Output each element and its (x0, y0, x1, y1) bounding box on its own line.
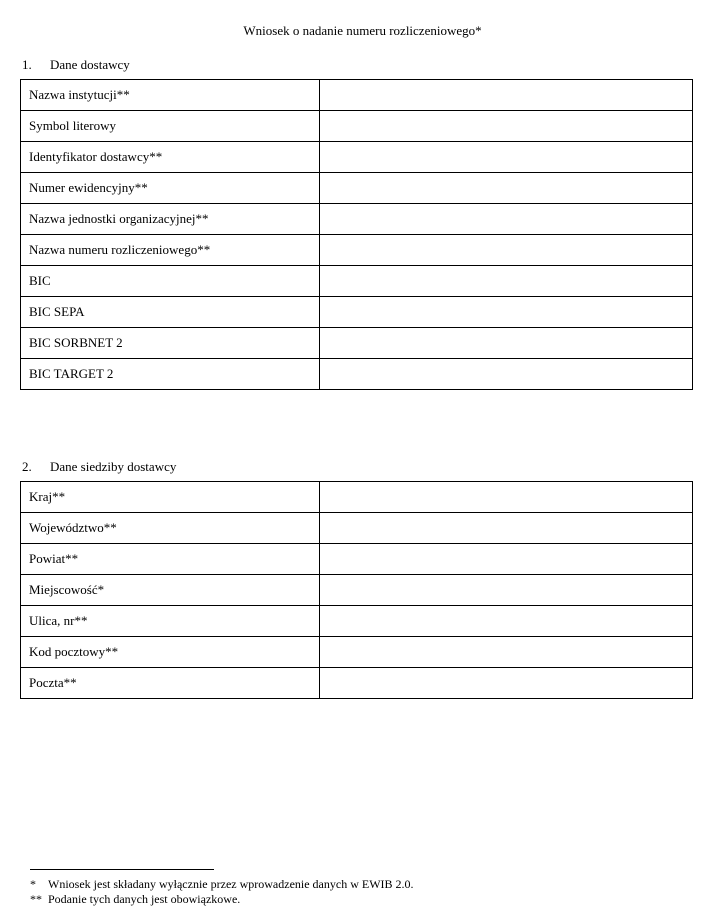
supplier-id-field[interactable] (328, 149, 684, 165)
form-row (21, 482, 693, 513)
voivodeship-field[interactable] (328, 520, 684, 536)
field-value-cell[interactable] (320, 297, 693, 328)
field-value-cell[interactable] (320, 668, 693, 699)
form-row (21, 637, 693, 668)
field-value-cell[interactable] (320, 235, 693, 266)
field-value-cell[interactable] (320, 513, 693, 544)
field-value-cell[interactable] (320, 359, 693, 390)
field-label: Kraj** (21, 482, 320, 513)
form-row (21, 80, 693, 111)
institution-name-field[interactable] (328, 87, 684, 103)
bic-target-field[interactable] (328, 366, 684, 382)
section-title: Dane dostawcy (50, 57, 130, 72)
footnote-divider (30, 869, 214, 870)
field-label: Identyfikator dostawcy** (21, 142, 320, 173)
letter-symbol-field[interactable] (328, 118, 684, 134)
footnote-mark: * (30, 877, 36, 891)
form-row (21, 668, 693, 699)
field-value-cell[interactable] (320, 482, 693, 513)
bic-field[interactable] (328, 273, 684, 289)
field-value-cell[interactable] (320, 606, 693, 637)
city-field[interactable] (328, 582, 684, 598)
field-label: Powiat** (21, 544, 320, 575)
field-label: Nazwa jednostki organizacyjnej** (21, 204, 320, 235)
county-field[interactable] (328, 551, 684, 567)
registry-number-field[interactable] (328, 180, 684, 196)
footnote-text: Wniosek jest składany wyłącznie przez wprowadzenie danych w EWIB 2.0. (48, 877, 414, 891)
footnote (30, 877, 414, 892)
field-label: BIC TARGET 2 (21, 359, 320, 390)
form-row (21, 266, 693, 297)
form-row (21, 359, 693, 390)
form-row (21, 297, 693, 328)
form-row (21, 544, 693, 575)
footnote (30, 892, 414, 907)
field-value-cell[interactable] (320, 142, 693, 173)
form-row (21, 173, 693, 204)
form-row (21, 204, 693, 235)
bic-sepa-field[interactable] (328, 304, 684, 320)
field-label: Nazwa instytucji** (21, 80, 320, 111)
footnotes (30, 877, 414, 907)
section-heading-address (22, 459, 176, 475)
bic-sorbnet-field[interactable] (328, 335, 684, 351)
form-row (21, 575, 693, 606)
field-label: BIC (21, 266, 320, 297)
post-office-field[interactable] (328, 675, 684, 691)
field-label: BIC SEPA (21, 297, 320, 328)
field-label: Numer ewidencyjny** (21, 173, 320, 204)
field-value-cell[interactable] (320, 173, 693, 204)
street-field[interactable] (328, 613, 684, 629)
field-label: Ulica, nr** (21, 606, 320, 637)
section-title: Dane siedziby dostawcy (50, 459, 177, 474)
field-label: Województwo** (21, 513, 320, 544)
country-field[interactable] (328, 489, 684, 505)
org-unit-name-field[interactable] (328, 211, 684, 227)
field-value-cell[interactable] (320, 80, 693, 111)
field-value-cell[interactable] (320, 637, 693, 668)
form-row (21, 513, 693, 544)
field-label: Kod pocztowy** (21, 637, 320, 668)
footnote-mark: ** (30, 892, 42, 906)
form-row (21, 606, 693, 637)
field-value-cell[interactable] (320, 328, 693, 359)
field-label: Miejscowość* (21, 575, 320, 606)
form-row (21, 328, 693, 359)
form-row (21, 111, 693, 142)
settlement-number-name-field[interactable] (328, 242, 684, 258)
form-row (21, 235, 693, 266)
section-number: 2. (22, 459, 32, 474)
form-row (21, 142, 693, 173)
section-number: 1. (22, 57, 32, 72)
field-value-cell[interactable] (320, 575, 693, 606)
field-label: BIC SORBNET 2 (21, 328, 320, 359)
document-title: Wniosek o nadanie numeru rozliczeniowego* (243, 23, 482, 38)
field-value-cell[interactable] (320, 266, 693, 297)
field-value-cell[interactable] (320, 544, 693, 575)
field-label: Nazwa numeru rozliczeniowego** (21, 235, 320, 266)
field-value-cell[interactable] (320, 111, 693, 142)
supplier-data-table (20, 79, 693, 390)
supplier-address-table (20, 481, 693, 699)
field-label: Poczta** (21, 668, 320, 699)
field-value-cell[interactable] (320, 204, 693, 235)
field-label: Symbol literowy (21, 111, 320, 142)
footnote-text: Podanie tych danych jest obowiązkowe. (48, 892, 241, 906)
postal-code-field[interactable] (328, 644, 684, 660)
section-heading-supplier (22, 57, 130, 73)
